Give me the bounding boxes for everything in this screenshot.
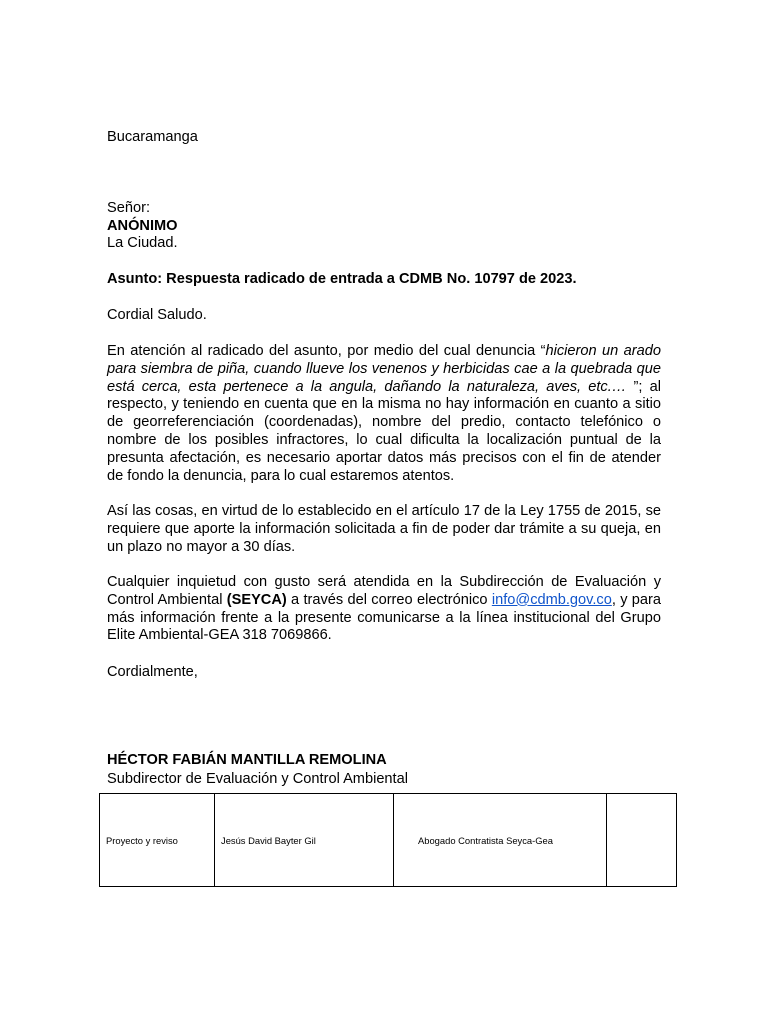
review-name-cell: Jesús David Bayter Gil (215, 794, 394, 887)
p3-c: , y para más información frente a la presente comunicarse a la línea institucional del Grupo Elite Ambiental-GEA 318 7069866. (107, 591, 662, 644)
closing: Cordialmente, (107, 664, 198, 680)
paragraph-requirement: Así las cosas, en virtud de lo establecido en el artículo 17 de la Ley 1755 de 2015, se requiere que aporte la información solicitada a fin de poder dar trámite a su queja, en un plazo no mayor a 30 días. (107, 503, 661, 555)
recipient-name: ANÓNIMO (107, 218, 178, 234)
salutation-title: Señor: (107, 200, 150, 216)
review-signature-cell (607, 794, 677, 887)
p3-seyca: (SEYCA) (226, 591, 287, 608)
table-row (100, 794, 677, 887)
signer-title: Subdirector de Evaluación y Control Ambiental (107, 771, 408, 787)
paragraph-contact (107, 574, 661, 645)
subject-line: Asunto: Respuesta radicado de entrada a CDMB No. 10797 de 2023. (107, 271, 577, 287)
recipient-city: La Ciudad. (107, 235, 178, 251)
p1-rest: ”; al respecto, y teniendo en cuenta que en la misma no hay información en cuanto a sitio de georreferenciación (coordenadas), nombre del predio, contacto telefónico o nombre de los posibles infractores, lo cual dificulta la localización puntual de la presunta afectación, es necesario aportar datos más precisos con el fin de atender de fondo la denuncia, para lo cual estaremos atentos. (107, 378, 661, 484)
review-role-cell: Proyecto y reviso (100, 794, 215, 887)
review-table (99, 793, 677, 887)
signer-name: HÉCTOR FABIÁN MANTILLA REMOLINA (107, 752, 387, 768)
letter-city: Bucaramanga (107, 129, 198, 145)
greeting: Cordial Saludo. (107, 307, 207, 323)
p1-intro: En atención al radicado del asunto, por medio del cual denuncia “ (107, 343, 546, 359)
p3-b: a través del correo electrónico (286, 591, 492, 608)
p1-quote: hicieron un arado para siembra de piña, cuando llueve los venenos y herbicidas cae a la quebrada que está cerca, esta pertenece a la angula, dañando la naturaleza, aves, etc.… (107, 343, 661, 395)
p3-a: Cualquier inquietud con gusto será atendida en la Subdirección de Evaluación y Control Ambiental (107, 574, 661, 608)
paragraph-denuncia (107, 343, 661, 485)
review-position-cell: Abogado Contratista Seyca-Gea (394, 794, 607, 887)
email-link[interactable]: info@cdmb.gov.co (491, 591, 612, 608)
